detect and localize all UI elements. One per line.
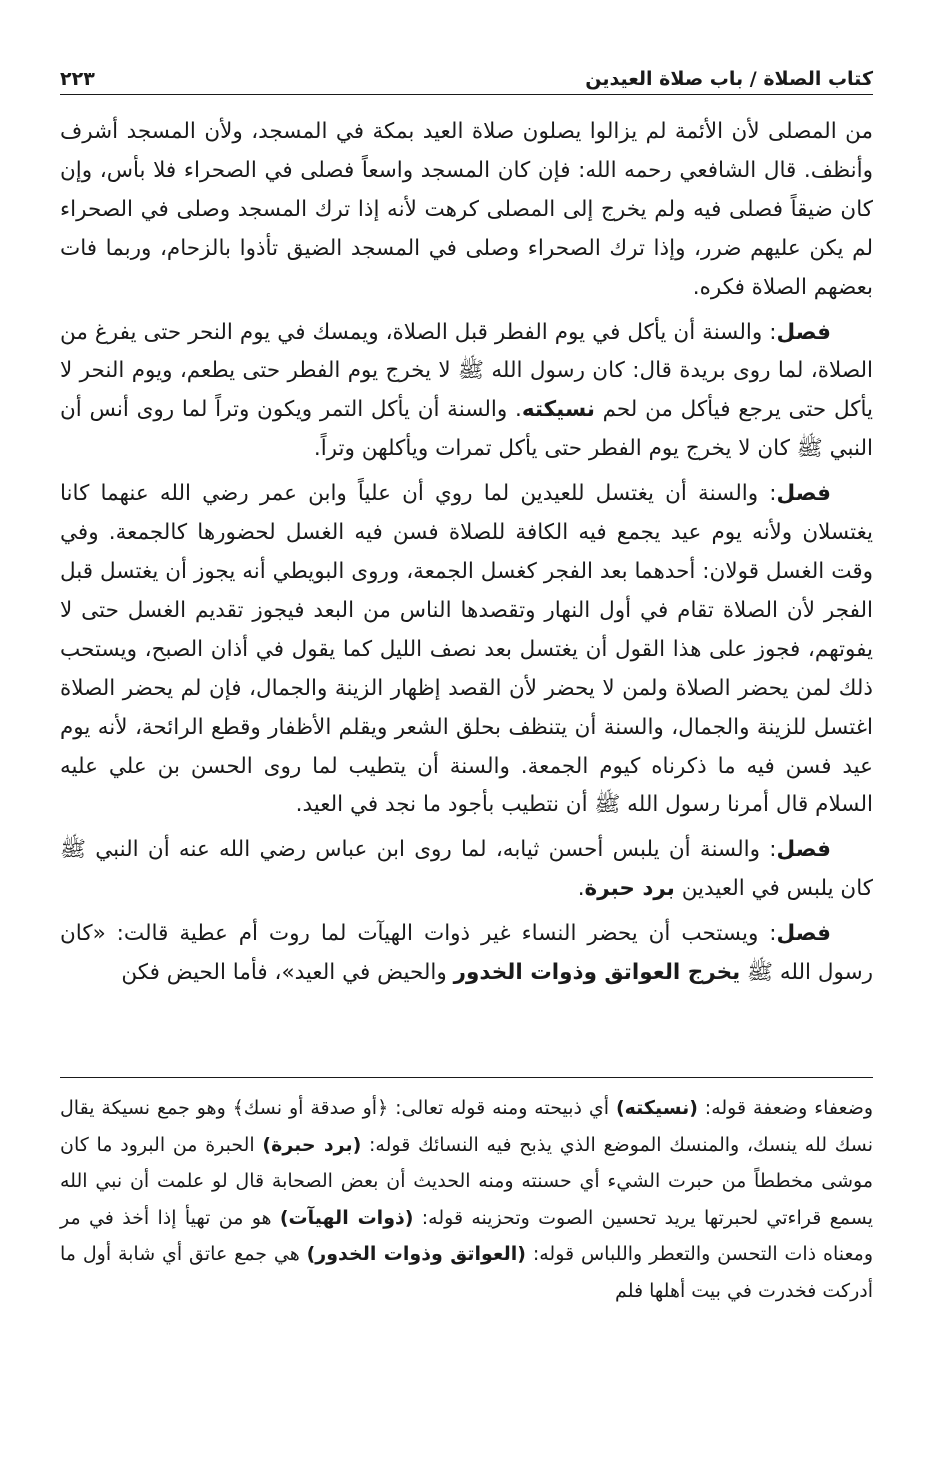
fasl-label: فصل <box>776 837 831 863</box>
footnote-segment: هو من تهيأ إذا أخذ في مر ومعناه ذات التحسن والتعطر واللباس قوله: <box>60 1206 873 1266</box>
paragraph-fasl-ghusl <box>60 475 873 825</box>
bold-term: برد حبرة <box>584 876 675 902</box>
header-title: كتاب الصلاة / باب صلاة العيدين <box>585 68 873 90</box>
footnote-segment: هي جمع عاتق أي شابة أول ما أدركت فخدرت في بيت أهلها فلم <box>60 1243 873 1302</box>
paragraph-text: : والسنة أن يغتسل للعيدين لما روي أن علياً وابن عمر رضي الله عنهما كانا يغتسلان ولأنه يوم عيد يجمع فيه الكافة للصلاة فسن فيه الغسل لحضورها كالجمعة. وفي وقت الغسل قولان: أحدهما بعد الفجر كغسل الجمعة، وروى البويطي أنه يجوز أن يغتسل قبل الفجر لأن الصلاة تقام في أول النهار وتقصدها الناس من البعد فيجوز تقديم الغسل حتى لا يفوتهم، فجوز على هذا القول أن يغتسل بعد نصف الليل كما يقول في أذان الصبح، ويستحب ذلك لمن يحضر الصلاة ولمن لا يحضر لأن القصد إظهار الزينة والجمال، فإن لم يحضر الصلاة اغتسل للزينة والجمال، والسنة أن يتنظف بحلق الشعر ويقلم الأظفار وقطع الرائحة، لأنه يوم عيد فسن فيه ما ذكرناه كيوم الجمعة. والسنة أن يتطيب لما روى الحسن بن علي عليه السلام قال أمرنا رسول الله ﷺ أن نتطيب بأجود ما نجد في العيد. <box>60 481 873 818</box>
paragraph-fasl-clothing <box>60 831 873 909</box>
page-number: ٢٢٣ <box>60 68 95 90</box>
footnote-term: (ذوات الهيآت) <box>279 1206 414 1229</box>
footnote-term: (نسيكته) <box>615 1097 698 1119</box>
footnote-term: (العواتق وذوات الخدور) <box>306 1243 526 1266</box>
running-header <box>60 60 873 95</box>
paragraph-text: : والسنة أن يأكل في يوم الفطر قبل الصلاة، ويمسك في يوم النحر حتى يفرغ من الصلاة، لما روى بريدة قال: كان رسول الله ﷺ لا يخرج يوم الفطر حتى يطعم، ويوم النحر لا يأكل حتى يرجع فيأكل من لحم <box>60 319 873 423</box>
bold-term: نسيكته <box>521 397 595 423</box>
paragraph-fasl-women <box>60 915 873 993</box>
footnote-term: (برد حبرة) <box>262 1133 362 1156</box>
paragraph-continuation: من المصلى لأن الأئمة لم يزالوا يصلون صلاة العيد بمكة في المسجد، ولأن المسجد أشرف وأنظف. قال الشافعي رحمه الله: فإن كان المسجد واسعاً فصلى في الصحراء فلا بأس، وإن كان ضيقاً فصلى فيه ولم يخرج إلى المصلى كرهت لأنه إذا ترك المسجد وصلى في الصحراء لم يكن عليهم ضرر، وإذا ترك الصحراء وصلى في المسجد الضيق تأذوا بالزحام، وربما فات بعضهم الصلاة فكره. <box>60 119 873 300</box>
fasl-label: فصل <box>776 319 831 345</box>
main-text <box>60 113 873 993</box>
footnote-divider <box>60 1077 873 1078</box>
paragraph-text: والحيض في العيد»، فأما الحيض فكن <box>121 960 454 986</box>
footnotes <box>60 1090 873 1310</box>
footnote-text <box>60 1090 873 1310</box>
paragraph-text: . <box>577 876 585 902</box>
book-page <box>60 60 873 1302</box>
footnote-segment: الحبرة من البرود ما كان موشى مخططاً من حبرت الشيء أي حسنته ومنه الحديث أن بعض الصحابة قال لو علمت أن نبي الله يسمع قراءتي لحبرتها يريد تحسين الصوت وتحزينه قوله: <box>60 1133 873 1229</box>
fasl-label: فصل <box>776 921 831 947</box>
paragraph-text: . والسنة أن يأكل التمر ويكون وتراً لما روى أنس أن النبي ﷺ كان لا يخرج يوم الفطر حتى يأكل تمرات ويأكلهن وتراً. <box>60 397 873 462</box>
footnote-segment: وضعفاء وضعفة قوله: <box>697 1097 873 1119</box>
paragraph-text: : ويستحب أن يحضر النساء غير ذوات الهيآت لما روت أم عطية قالت: «كان رسول الله ﷺ <box>60 921 873 986</box>
paragraph-text: : والسنة أن يلبس أحسن ثيابه، لما روى ابن عباس رضي الله عنه أن النبي ﷺ كان يلبس في العيدين <box>60 837 873 902</box>
bold-term: يخرج العواتق وذوات الخدور <box>453 960 741 986</box>
footnote-segment: أي ذبيحته ومنه قوله تعالى: ﴿أو صدقة أو نسك﴾ وهو جمع نسيكة يقال نسك لله ينسك، والمنسك الموضع الذي يذبح فيه النسائك قوله: <box>60 1097 873 1156</box>
paragraph-fasl-eating <box>60 314 873 470</box>
fasl-label: فصل <box>776 481 831 507</box>
